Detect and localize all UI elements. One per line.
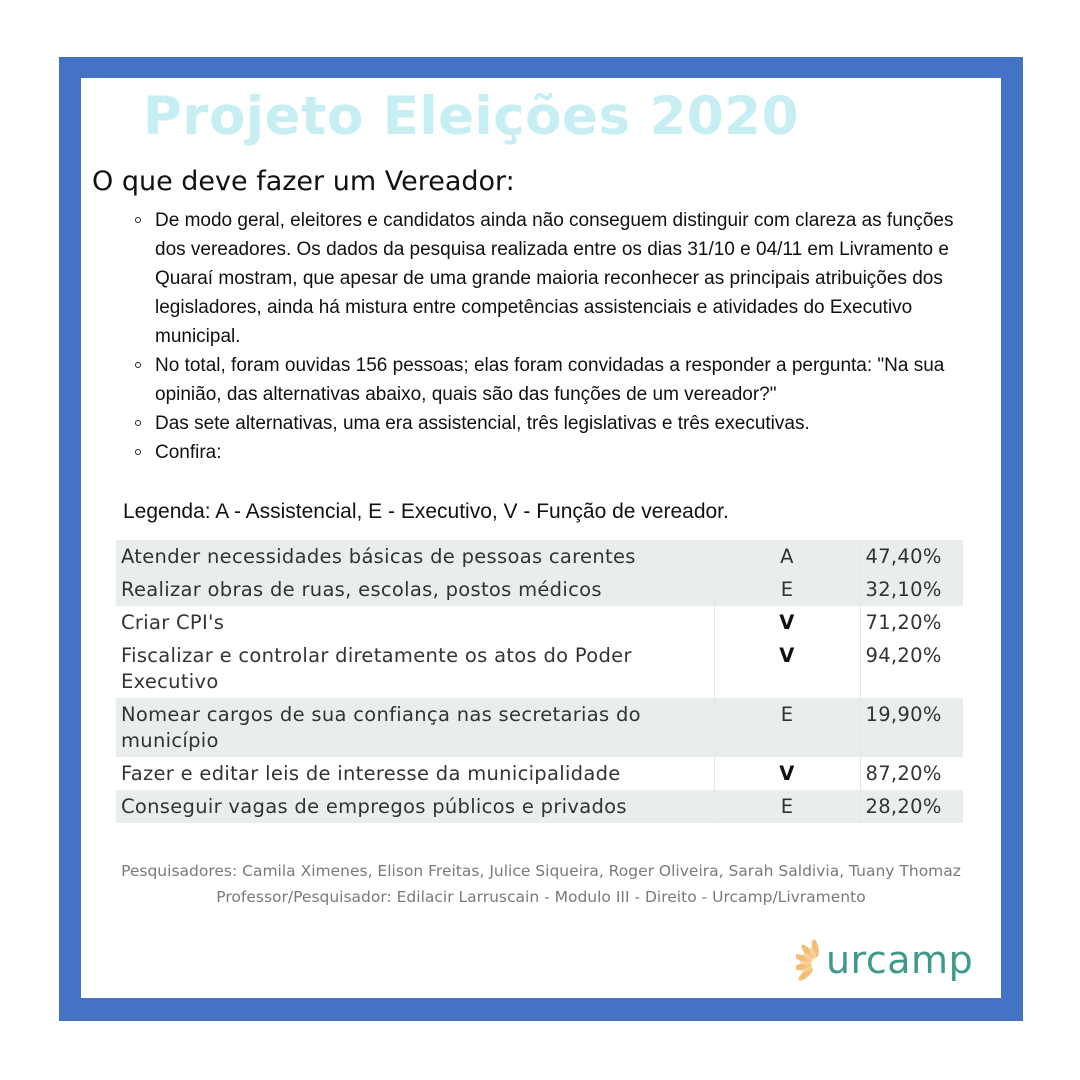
row-percent: 87,20% — [865, 762, 942, 785]
row-category: V — [714, 639, 860, 698]
row-label: Atender necessidades básicas de pessoas carentes — [116, 540, 714, 573]
bullet-list — [131, 206, 981, 467]
results-table — [116, 540, 963, 823]
row-category: V — [714, 606, 860, 639]
row-label: Conseguir vagas de empregos públicos e privados — [116, 790, 714, 823]
row-label: Realizar obras de ruas, escolas, postos médicos — [116, 573, 714, 606]
logo-text: urcamp — [826, 938, 974, 982]
row-label: Fiscalizar e controlar diretamente os atos do Poder Executivo — [116, 639, 714, 698]
researchers-line: Pesquisadores: Camila Ximenes, Elison Freitas, Julice Siqueira, Roger Oliveira, Sarah Saldivia, Tuany Thomaz — [121, 862, 961, 880]
row-label: Criar CPI's — [116, 606, 714, 639]
professor-line: Professor/Pesquisador: Edilacir Larruscain - Modulo III - Direito - Urcamp/Livramento — [216, 888, 866, 906]
section-heading: O que deve fazer um Vereador: — [92, 166, 515, 197]
table-row — [116, 540, 963, 573]
page-title: Projeto Eleições 2020 — [143, 86, 799, 147]
table-row — [116, 639, 963, 698]
row-category: V — [714, 757, 860, 790]
row-category: E — [714, 790, 860, 823]
credits — [81, 858, 1001, 910]
row-percent: 28,20% — [860, 790, 963, 823]
row-category: E — [714, 573, 860, 606]
row-percent: 71,20% — [865, 611, 942, 634]
bullet-icon — [135, 217, 141, 223]
list-item: Confira: — [131, 438, 981, 467]
table-row — [116, 573, 963, 606]
bullet-icon — [135, 420, 141, 426]
row-label: Nomear cargos de sua confiança nas secretarias do município — [116, 698, 714, 757]
list-item: Das sete alternativas, uma era assistencial, três legislativas e três executivas. — [131, 409, 981, 438]
row-category: A — [714, 540, 860, 573]
bullet-icon — [135, 362, 141, 368]
table-row — [116, 790, 963, 823]
row-percent: 19,90% — [860, 698, 963, 757]
legend-text: Legenda: A - Assistencial, E - Executivo, V - Função de vereador. — [123, 500, 729, 523]
row-percent: 32,10% — [860, 573, 963, 606]
table-row — [116, 698, 963, 757]
list-item: De modo geral, eleitores e candidatos ainda não conseguem distinguir com clareza as funções dos vereadores. Os dados da pesquisa realizada entre os dias 31/10 e 04/11 em Livramento e Quaraí mostram, que apesar de uma grande maioria reconhecer as principais atribuições dos legisladores, ainda há mistura entre competências assistenciais e atividades do Executivo municipal. — [131, 206, 981, 351]
table-row — [116, 606, 963, 639]
row-percent: 47,40% — [860, 540, 963, 573]
row-label: Fazer e editar leis de interesse da municipalidade — [116, 757, 714, 790]
urcamp-logo — [796, 938, 974, 988]
row-category: E — [714, 698, 860, 757]
row-percent: 94,20% — [865, 644, 942, 667]
table-row — [116, 757, 963, 790]
content-card — [81, 78, 1001, 998]
bullet-icon — [135, 449, 141, 455]
list-item: No total, foram ouvidas 156 pessoas; elas foram convidadas a responder a pergunta: "Na sua opinião, das alternativas abaixo, quais são das funções de um vereador?" — [131, 351, 981, 409]
